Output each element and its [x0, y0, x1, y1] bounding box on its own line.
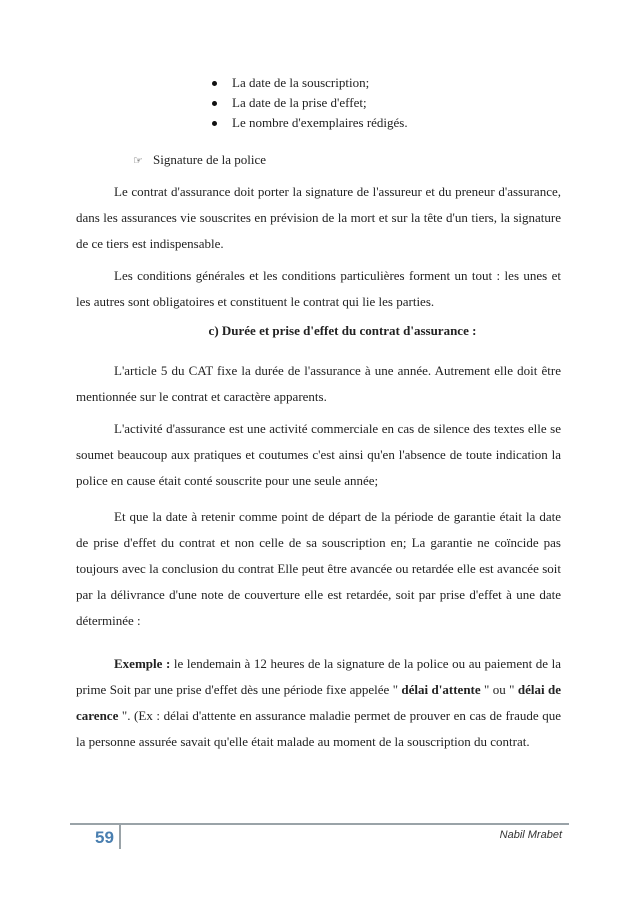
- list-item-text: La date de la souscription;: [232, 75, 370, 90]
- pointing-hand-icon: ☞: [133, 155, 143, 167]
- example-text-3: ". (Ex : délai d'attente en assurance maladie permet de prouver en cas de fraude que la personne assurée savait qu'elle était malade au moment de la souscription du contrat.: [76, 708, 561, 749]
- paragraph-signature: Le contrat d'assurance doit porter la signature de l'assureur et du preneur d'assurance, dans les assurances vie souscrites en prévision de la mort et sur la tête d'un tiers, la signature de ce tiers est indispensable.: [76, 184, 561, 251]
- example-text-1: le lendemain à 12 heures de la signature de la police ou au paiement de la prime Soit par une prise d'effet dès une période fixe appelée ": [76, 656, 562, 697]
- list-item-text: Le nombre d'exemplaires rédigés.: [232, 115, 408, 130]
- list-item-text: La date de la prise d'effet;: [232, 95, 367, 110]
- page-number: 59: [95, 828, 114, 847]
- bullet-icon: [212, 81, 217, 86]
- signature-item: [133, 151, 266, 170]
- section-heading: c) Durée et prise d'effet du contrat d'assurance :: [208, 323, 477, 338]
- paragraph-conditions: Les conditions générales et les conditions particulières forment un tout : les unes et les autres sont obligatoires et constituent le contrat qui lie les parties.: [76, 268, 561, 309]
- signature-item-text: Signature de la police: [153, 152, 266, 167]
- example-label: Exemple :: [114, 656, 171, 671]
- example-term-grace-period: délai de carence: [76, 682, 561, 723]
- bullet-icon: [212, 121, 217, 126]
- footer-divider: [70, 823, 569, 825]
- list-item: [200, 114, 408, 132]
- example-term-waiting-period: délai d'attente: [401, 682, 481, 697]
- paragraph-activity: L'activité d'assurance est une activité commerciale en cas de silence des textes elle se soumet beaucoup aux pratiques et coutumes c'est ainsi qu'en l'absence de toute indication la police en cause était conté souscrite pour une seule année;: [76, 421, 561, 488]
- paragraph-duration: L'article 5 du CAT fixe la durée de l'assurance à une année. Autrement elle doit être mentionnée sur le contrat et caractère apparents.: [76, 363, 561, 404]
- example-text-2: " ou ": [480, 682, 518, 697]
- footer-divider-tick: [119, 825, 121, 849]
- author-name: Nabil Mrabet: [499, 829, 562, 841]
- bullet-list: [200, 74, 408, 134]
- list-item: [200, 94, 408, 112]
- list-item: [200, 74, 408, 92]
- paragraph-example: [76, 651, 561, 755]
- paragraph-start-date: Et que la date à retenir comme point de départ de la période de garantie était la date de prise d'effet du contrat et non celle de sa souscription en; La garantie ne coïncide pas toujours avec la conclusion du contrat Elle peut être avancée ou retardée elle est avancée soit par la délivrance d'une note de couverture elle est retardée, soit par prise d'effet à une date déterminée :: [76, 509, 561, 628]
- bullet-icon: [212, 101, 217, 106]
